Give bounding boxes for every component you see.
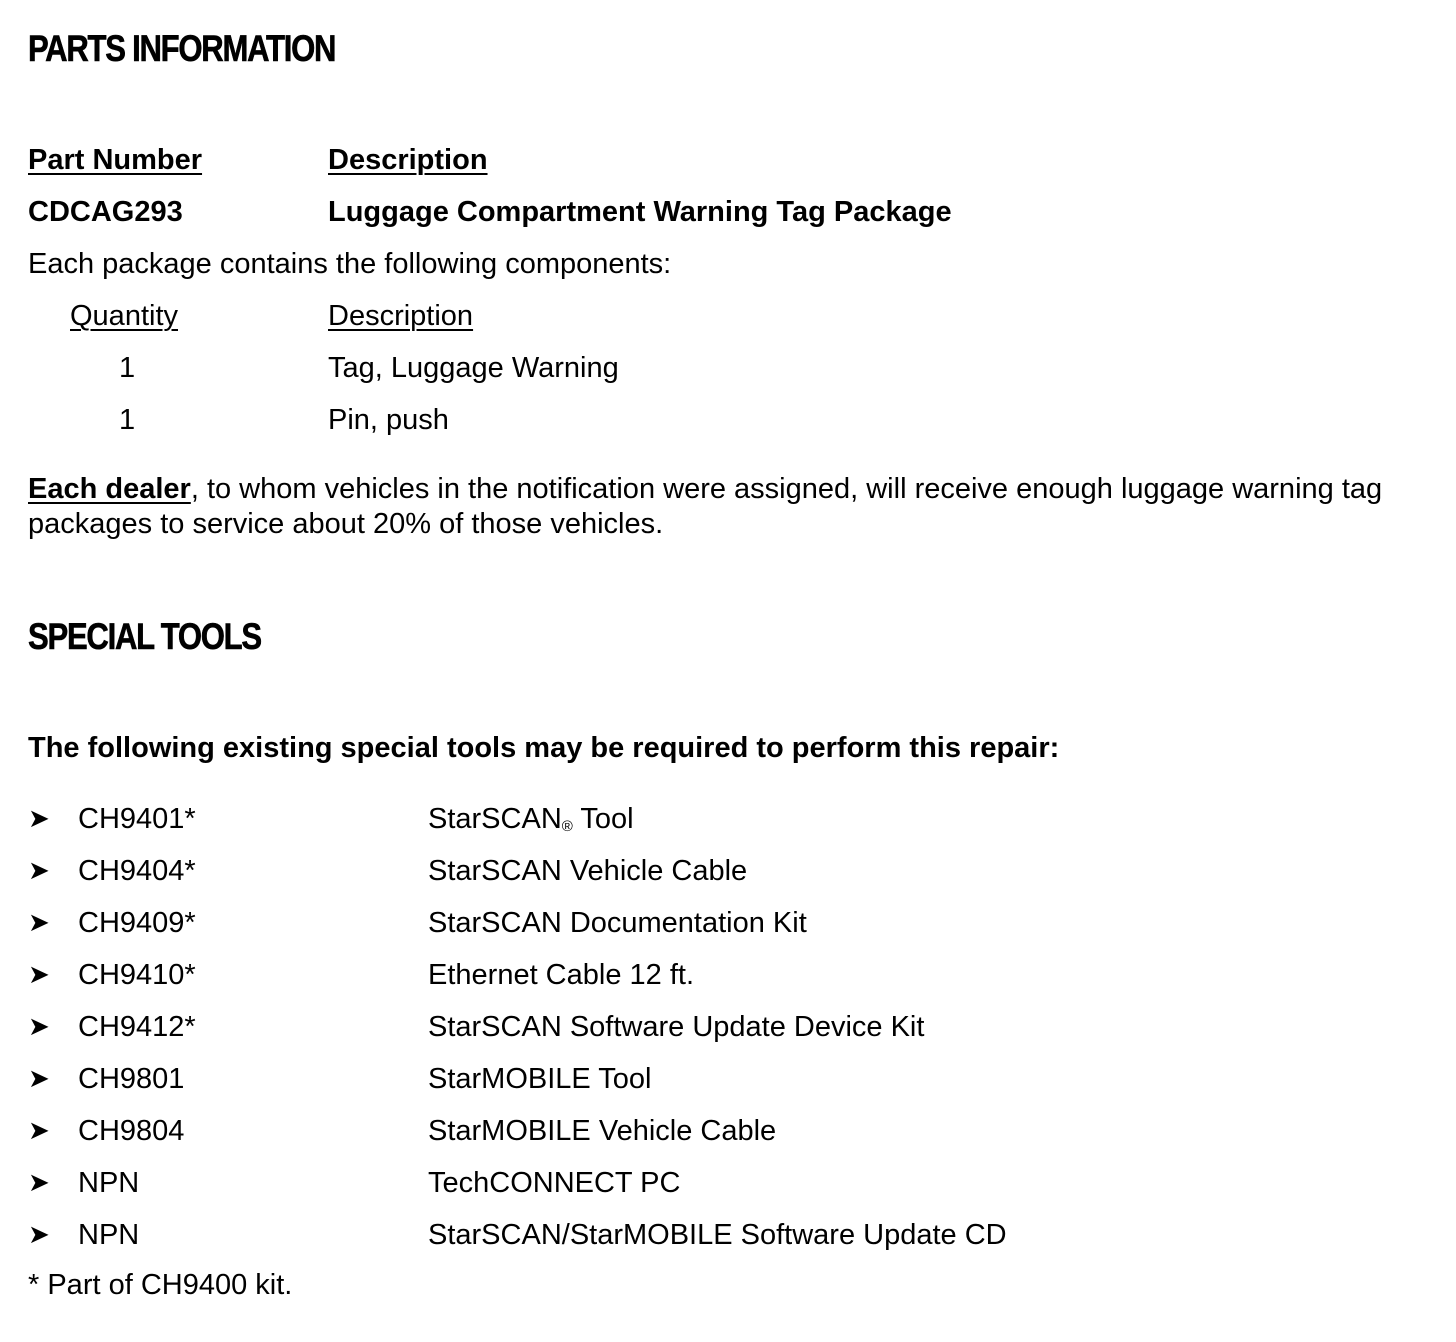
quantity-column-header: Quantity [70, 300, 178, 332]
arrowhead-bullet-icon: ➤ [28, 856, 50, 886]
tool-description-suffix: Tool [572, 803, 634, 835]
tool-code: CH9409* [78, 907, 196, 939]
tool-code: CH9404* [78, 855, 196, 887]
special-tools-heading: SPECIAL TOOLS [28, 616, 261, 657]
component-quantity: 1 [119, 352, 136, 384]
arrowhead-bullet-icon: ➤ [28, 1220, 50, 1250]
part-description: Luggage Compartment Warning Tag Package [328, 196, 952, 228]
package-contents-intro: Each package contains the following components: [28, 248, 672, 280]
tool-description-text: StarSCAN [428, 803, 562, 835]
dealer-note-lead: Each dealer [28, 473, 191, 505]
component-description-column-header: Description [328, 300, 474, 332]
component-description: Pin, push [328, 404, 449, 436]
arrowhead-bullet-icon: ➤ [28, 1012, 50, 1042]
tool-code: CH9804 [78, 1115, 185, 1147]
component-quantity: 1 [119, 404, 136, 436]
dealer-note [28, 472, 1428, 542]
arrowhead-bullet-icon: ➤ [28, 1116, 50, 1146]
arrowhead-bullet-icon: ➤ [28, 1064, 50, 1094]
part-number-column-header: Part Number [28, 144, 203, 176]
tool-description: StarMOBILE Vehicle Cable [428, 1115, 777, 1147]
registered-mark: ® [561, 818, 573, 835]
arrowhead-bullet-icon: ➤ [28, 804, 50, 834]
tool-description [428, 805, 634, 834]
tool-code: CH9801 [78, 1063, 185, 1095]
tool-description: StarSCAN Vehicle Cable [428, 855, 748, 887]
tool-code: CH9412* [78, 1011, 196, 1043]
component-description: Tag, Luggage Warning [328, 352, 619, 384]
description-column-header: Description [328, 144, 488, 176]
arrowhead-bullet-icon: ➤ [28, 908, 50, 938]
tool-code: CH9401* [78, 803, 196, 835]
tool-code: NPN [78, 1219, 140, 1251]
tool-description: StarSCAN/StarMOBILE Software Update CD [428, 1219, 1007, 1251]
dealer-note-text: , to whom vehicles in the notification were assigned, will receive enough luggage warning tag packages to service about 20% of those vehicles. [28, 473, 1383, 540]
tool-code: NPN [78, 1167, 140, 1199]
tool-description: StarSCAN Software Update Device Kit [428, 1011, 925, 1043]
part-number: CDCAG293 [28, 196, 183, 228]
arrowhead-bullet-icon: ➤ [28, 960, 50, 990]
special-tools-intro: The following existing special tools may be required to perform this repair: [28, 732, 1060, 764]
parts-information-heading: PARTS INFORMATION [28, 28, 336, 69]
arrowhead-bullet-icon: ➤ [28, 1168, 50, 1198]
tools-footnote: * Part of CH9400 kit. [28, 1269, 293, 1301]
tool-description: TechCONNECT PC [428, 1167, 681, 1199]
tool-code: CH9410* [78, 959, 196, 991]
tool-description: Ethernet Cable 12 ft. [428, 959, 694, 991]
tool-description: StarMOBILE Tool [428, 1063, 652, 1095]
tool-description: StarSCAN Documentation Kit [428, 907, 807, 939]
